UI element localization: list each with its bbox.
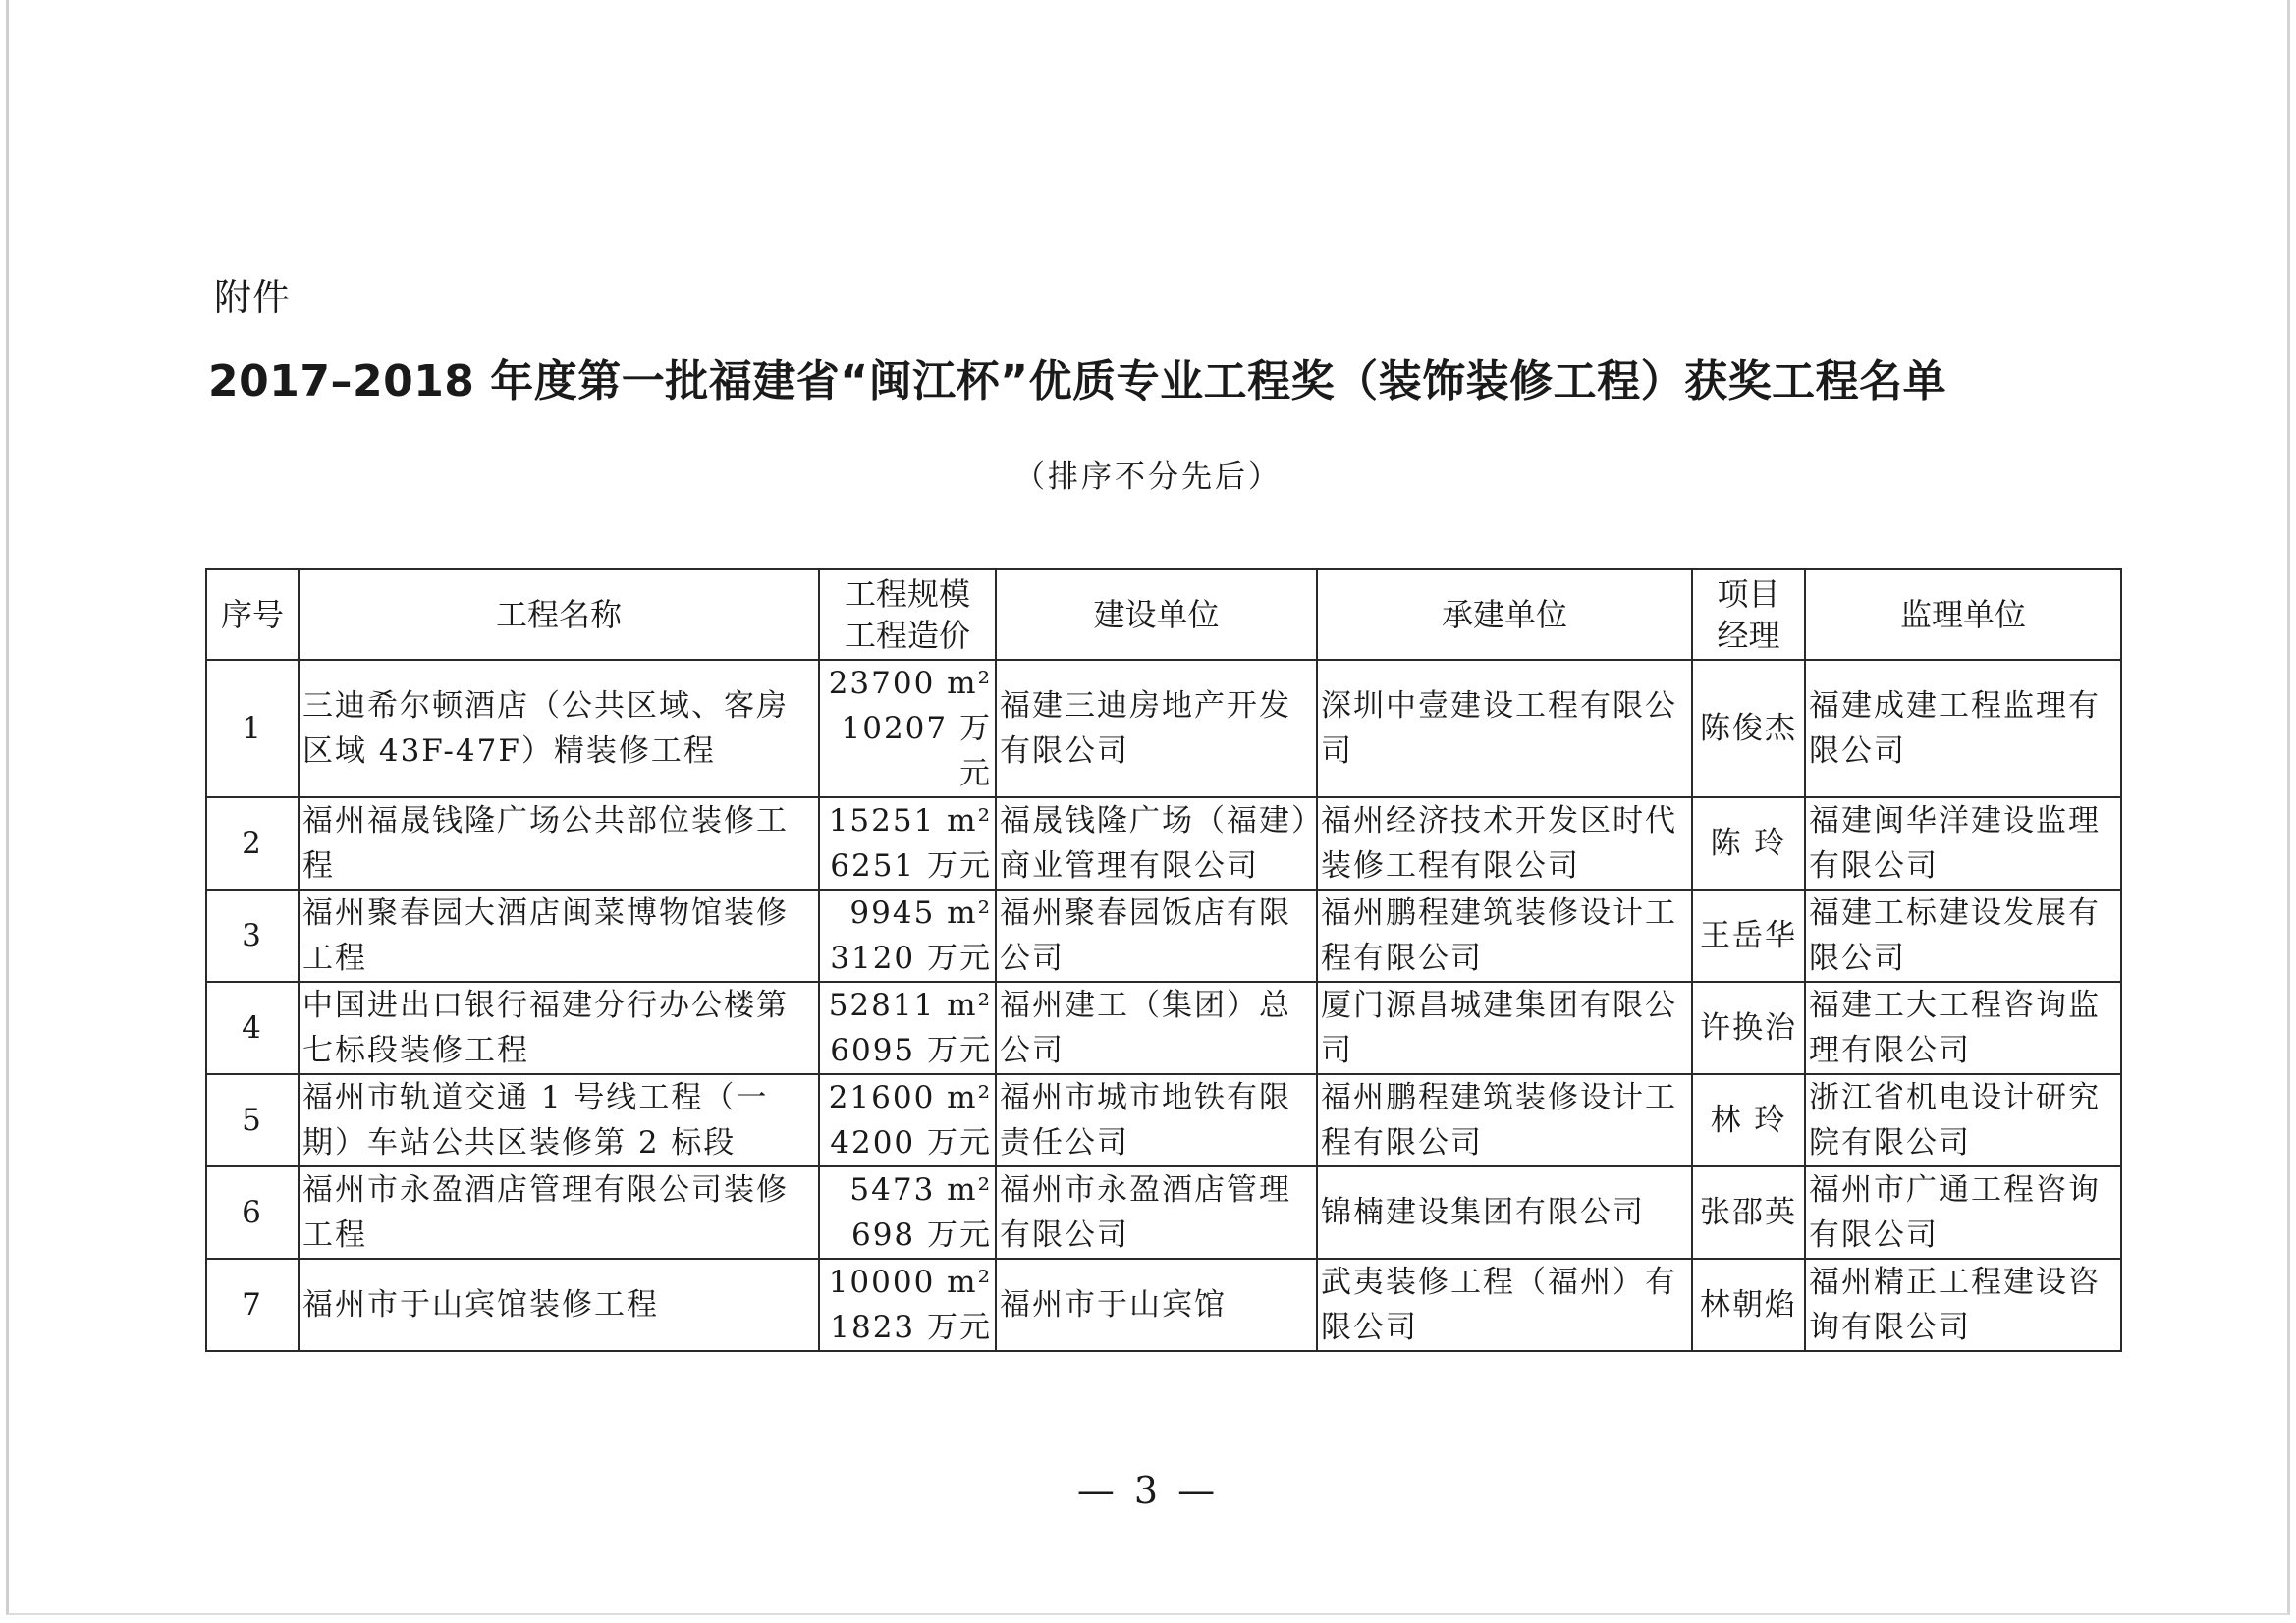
row-scale-cost <box>819 1259 996 1351</box>
table-row <box>206 797 2121 890</box>
row-seq: 5 <box>206 1074 299 1166</box>
row-supervisor: 福建成建工程监理有限公司 <box>1805 660 2121 797</box>
row-scale: 21600 m² <box>828 1080 992 1115</box>
row-scale-cost <box>819 1166 996 1259</box>
row-scale: 23700 m² <box>828 666 992 701</box>
row-project-name: 福州市于山宾馆装修工程 <box>299 1259 819 1351</box>
row-manager: 陈 玲 <box>1692 797 1805 890</box>
table-header-row <box>206 569 2121 660</box>
row-seq: 3 <box>206 890 299 982</box>
row-project-name: 中国进出口银行福建分行办公楼第七标段装修工程 <box>299 982 819 1074</box>
page-number: — 3 — <box>1076 1469 1220 1512</box>
row-cost: 3120 万元 <box>830 941 992 976</box>
row-contractor: 福州经济技术开发区时代装修工程有限公司 <box>1317 797 1692 890</box>
row-cost: 698 万元 <box>850 1217 992 1253</box>
header-scale-cost <box>819 569 996 660</box>
row-supervisor: 福建工标建设发展有限公司 <box>1805 890 2121 982</box>
header-scale: 工程规模 <box>844 575 970 613</box>
row-manager: 王岳华 <box>1692 890 1805 982</box>
row-manager: 林朝焰 <box>1692 1259 1805 1351</box>
row-seq: 2 <box>206 797 299 890</box>
row-supervisor: 福州精正工程建设咨询有限公司 <box>1805 1259 2121 1351</box>
table-row <box>206 1259 2121 1351</box>
row-developer: 福州市永盈酒店管理有限公司 <box>996 1166 1317 1259</box>
row-developer: 福州建工（集团）总公司 <box>996 982 1317 1074</box>
row-developer: 福晟钱隆广场（福建）商业管理有限公司 <box>996 797 1317 890</box>
row-seq: 1 <box>206 660 299 797</box>
row-developer: 福州聚春园饭店有限公司 <box>996 890 1317 982</box>
row-contractor: 深圳中壹建设工程有限公司 <box>1317 660 1692 797</box>
row-cost: 4200 万元 <box>830 1125 992 1161</box>
row-scale: 5473 m² <box>849 1172 992 1208</box>
row-contractor: 厦门源昌城建集团有限公司 <box>1317 982 1692 1074</box>
row-scale-cost <box>819 797 996 890</box>
row-seq: 6 <box>206 1166 299 1259</box>
row-cost: 6095 万元 <box>830 1033 992 1068</box>
row-seq: 4 <box>206 982 299 1074</box>
row-supervisor: 福州市广通工程咨询有限公司 <box>1805 1166 2121 1259</box>
row-developer: 福州市于山宾馆 <box>996 1259 1317 1351</box>
header-manager-line1: 项目 <box>1717 575 1780 613</box>
awards-table <box>205 568 2122 1352</box>
header-seq: 序号 <box>206 569 299 660</box>
row-project-name: 福州聚春园大酒店闽菜博物馆装修工程 <box>299 890 819 982</box>
header-developer: 建设单位 <box>996 569 1317 660</box>
row-scale: 52811 m² <box>828 988 992 1023</box>
header-contractor: 承建单位 <box>1317 569 1692 660</box>
table-row <box>206 1166 2121 1259</box>
row-scale-cost <box>819 1074 996 1166</box>
row-scale-cost <box>819 982 996 1074</box>
table-row <box>206 890 2121 982</box>
row-project-name: 福州市永盈酒店管理有限公司装修工程 <box>299 1166 819 1259</box>
row-supervisor: 福建工大工程咨询监理有限公司 <box>1805 982 2121 1074</box>
row-manager: 陈俊杰 <box>1692 660 1805 797</box>
row-project-name: 福州福晟钱隆广场公共部位装修工程 <box>299 797 819 890</box>
row-supervisor: 福建闽华洋建设监理有限公司 <box>1805 797 2121 890</box>
header-project-name: 工程名称 <box>299 569 819 660</box>
row-scale-cost <box>819 890 996 982</box>
header-supervisor: 监理单位 <box>1805 569 2121 660</box>
row-manager: 张邵英 <box>1692 1166 1805 1259</box>
table-row <box>206 1074 2121 1166</box>
table-row <box>206 982 2121 1074</box>
table-row <box>206 660 2121 797</box>
row-scale: 9945 m² <box>849 895 992 931</box>
document-title: 2017–2018 年度第一批福建省“闽江杯”优质专业工程奖（装饰装修工程）获奖工程名单 <box>208 356 1947 406</box>
order-note: （排序不分先后） <box>1014 460 1282 495</box>
header-manager <box>1692 569 1805 660</box>
row-scale: 15251 m² <box>828 803 992 839</box>
row-seq: 7 <box>206 1259 299 1351</box>
header-cost: 工程造价 <box>844 617 970 654</box>
row-contractor: 锦楠建设集团有限公司 <box>1317 1166 1692 1259</box>
row-contractor: 福州鹏程建筑装修设计工程有限公司 <box>1317 890 1692 982</box>
row-contractor: 福州鹏程建筑装修设计工程有限公司 <box>1317 1074 1692 1166</box>
row-project-name: 福州市轨道交通 1 号线工程（一期）车站公共区装修第 2 标段 <box>299 1074 819 1166</box>
row-contractor: 武夷装修工程（福州）有限公司 <box>1317 1259 1692 1351</box>
row-cost: 6251 万元 <box>830 848 992 884</box>
row-supervisor: 浙江省机电设计研究院有限公司 <box>1805 1074 2121 1166</box>
row-scale-cost <box>819 660 996 797</box>
row-project-name: 三迪希尔顿酒店（公共区域、客房区域 43F-47F）精装修工程 <box>299 660 819 797</box>
row-manager: 林 玲 <box>1692 1074 1805 1166</box>
row-developer: 福州市城市地铁有限责任公司 <box>996 1074 1317 1166</box>
row-scale: 10000 m² <box>828 1265 992 1300</box>
row-cost: 10207 万元 <box>841 711 992 791</box>
row-developer: 福建三迪房地产开发有限公司 <box>996 660 1317 797</box>
attachment-label: 附件 <box>214 276 292 319</box>
row-manager: 许换治 <box>1692 982 1805 1074</box>
header-manager-line2: 经理 <box>1717 617 1780 654</box>
row-cost: 1823 万元 <box>830 1310 992 1345</box>
